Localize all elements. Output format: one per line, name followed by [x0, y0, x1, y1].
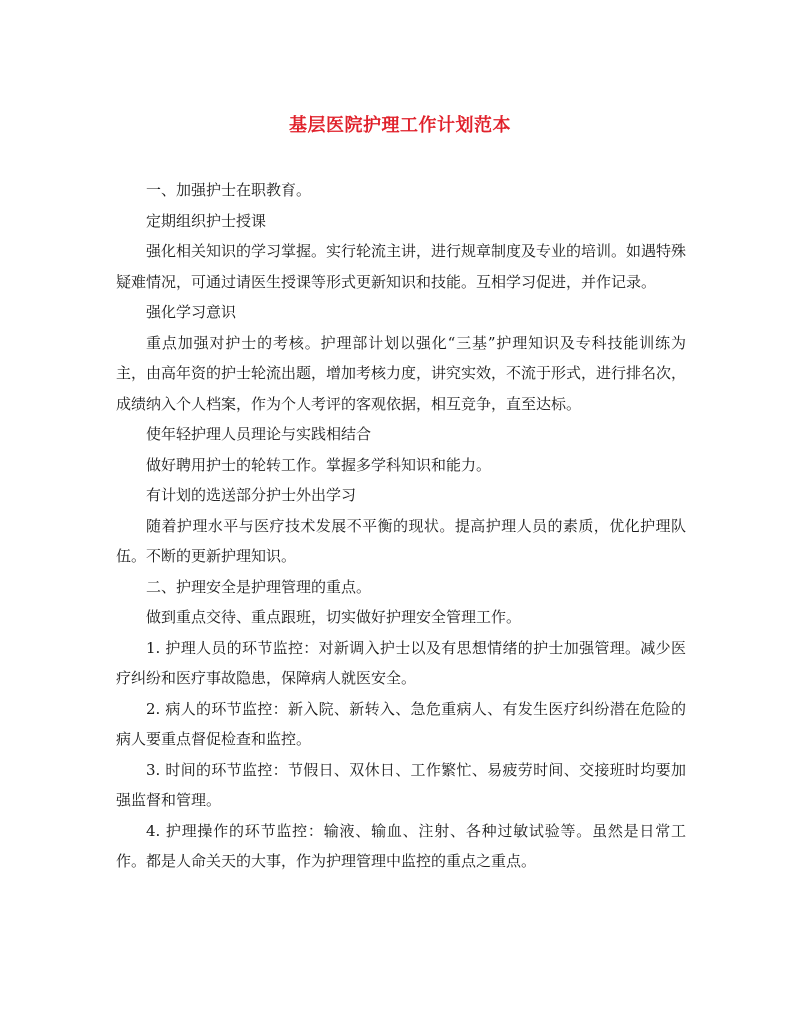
paragraph: 做到重点交待、重点跟班，切实做好护理安全管理工作。	[146, 608, 522, 626]
section-heading: 一、加强护士在职教育。	[146, 181, 312, 199]
subheading: 强化学习意识	[146, 303, 237, 321]
subheading: 定期组织护士授课	[146, 211, 267, 230]
list-item: 1. 护理人员的环节监控：对新调入护士以及有思想情绪的护士加强管理。减少医疗纠纷和医疗事故隐患，保障病人就医安全。	[116, 638, 686, 687]
list-item: 2. 病人的环节监控：新入院、新转入、急危重病人、有发生医疗纠纷潜在危险的病人要重点督促检查和监控。	[116, 699, 686, 748]
section-heading: 二、护理安全是护理管理的重点。	[146, 577, 372, 596]
paragraph: 做好聘用护士的轮转工作。掌握多学科知识和能力。	[146, 455, 492, 474]
list-item: 4. 护理操作的环节监控：输液、输血、注射、各种过敏试验等。虽然是日常工作。都是人命关天的大事，作为护理管理中监控的重点之重点。	[116, 821, 686, 870]
list-item: 3. 时间的环节监控：节假日、双休日、工作繁忙、易疲劳时间、交接班时均要加强监督和管理。	[116, 760, 686, 809]
document-body	[116, 175, 686, 877]
paragraph: 重点加强对护士的考核。护理部计划以强化“三基”护理知识及专科技能训练为主，由高年资的护士轮流出题，增加考核力度，讲究实效，不流于形式，进行排名次，成绩纳入个人档案，作为个人考评的客观依据，相互竞争，直至达标。	[116, 333, 687, 413]
subheading: 使年轻护理人员理论与实践相结合	[146, 425, 372, 443]
subheading: 有计划的选送部分护士外出学习	[146, 486, 357, 504]
document-title: 基层医院护理工作计划范本	[289, 115, 511, 136]
paragraph: 随着护理水平与医疗技术发展不平衡的现状。提高护理人员的素质，优化护理队伍。不断的更新护理知识。	[116, 516, 686, 565]
paragraph: 强化相关知识的学习掌握。实行轮流主讲，进行规章制度及专业的培训。如遇特殊疑难情况，可通过请医生授课等形式更新知识和技能。互相学习促进，并作记录。	[116, 242, 687, 291]
